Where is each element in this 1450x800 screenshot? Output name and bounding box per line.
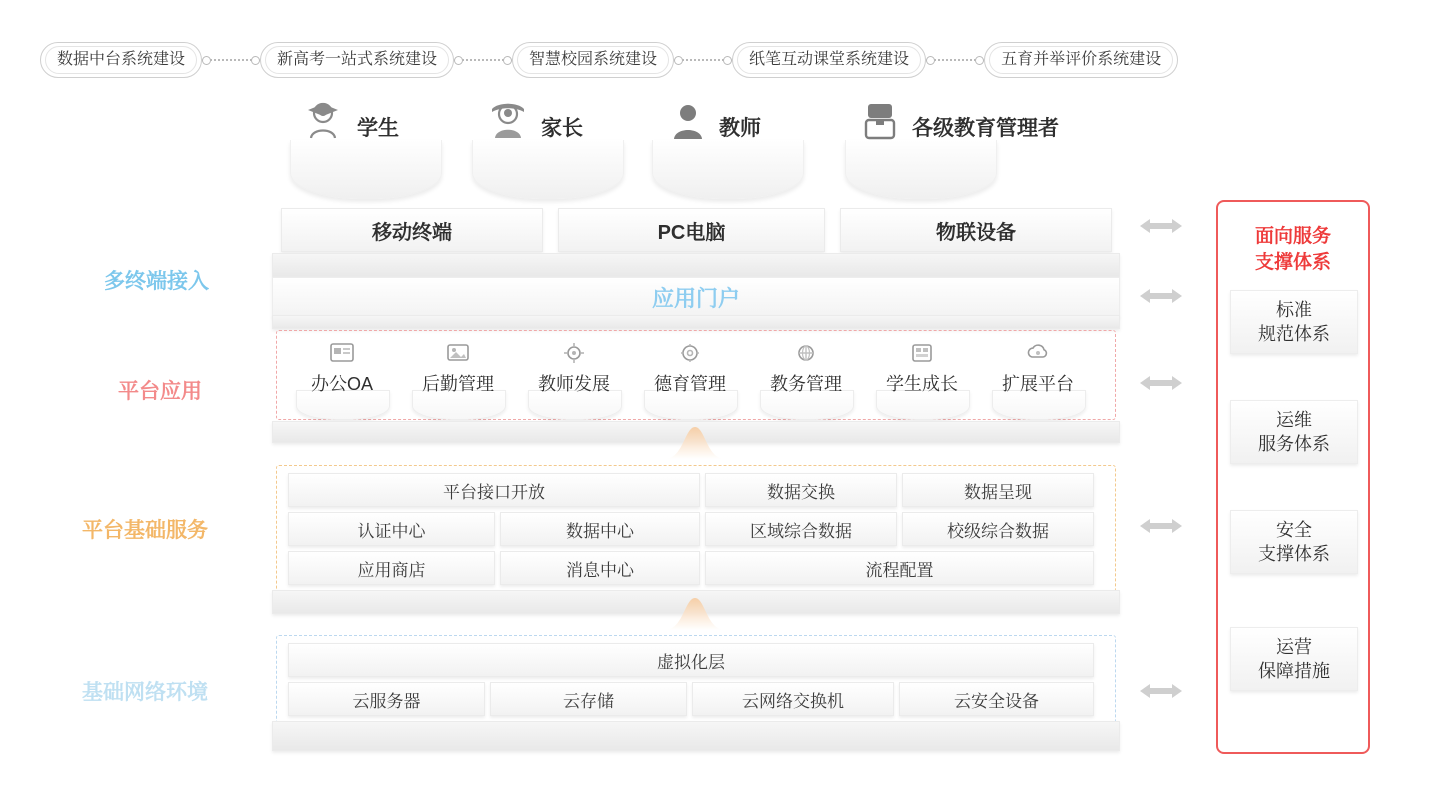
chain-pill-label[interactable]: 纸笔互动课堂系统建设 [732,42,926,78]
student-growth-icon [876,338,968,368]
terminal-tile-pc[interactable] [558,208,825,252]
app-item-academic-affairs[interactable] [760,338,852,396]
app-item-logistics[interactable] [412,338,504,396]
chain-pill-label[interactable]: 新高考一站式系统建设 [260,42,454,78]
base-service-label: 数据中心 [566,521,634,541]
network-label: 云安全设备 [954,691,1039,711]
base-service-app-store[interactable] [288,551,495,585]
terminal-layer-base [272,253,1120,277]
support-item-line2: 支撑体系 [1258,544,1330,564]
base-service-label: 流程配置 [865,560,934,580]
persona-label-student: 学生 [357,117,399,140]
logistics-icon [412,338,504,368]
service-support-title-line1: 面向服务 [1254,226,1331,247]
layer-label-network-environment: 基础网络环境 [82,681,208,704]
base-service-school-data[interactable] [902,512,1094,546]
base-service-label: 平台接口开放 [443,482,545,502]
persona-label-administrator: 各级教育管理者 [912,117,1059,140]
layer-label-platform-apps: 平台应用 [118,380,202,403]
chain-connector [674,54,732,66]
parent-icon [488,100,528,142]
connector-dotted-line [462,59,504,61]
connector-dot-right [975,56,984,65]
office-oa-icon [296,338,388,368]
support-item-line2: 服务体系 [1258,434,1330,454]
service-support-panel [1216,200,1370,754]
support-item-security[interactable] [1230,510,1358,574]
chain-pill-label[interactable]: 智慧校园系统建设 [512,42,674,78]
app-label: 扩展平台 [1002,374,1074,394]
chain-connector [926,54,984,66]
terminal-label: PC电脑 [657,221,726,244]
support-item-line2: 保障措施 [1258,661,1330,681]
layer-label-platform-base-services: 平台基础服务 [82,519,208,542]
app-label: 办公OA [310,374,373,394]
moral-education-icon [644,338,736,368]
base-service-data-exchange[interactable] [705,473,897,507]
network-label: 云网络交换机 [742,691,844,711]
chain-node-2[interactable] [512,42,674,78]
support-item-line1: 运维 [1276,410,1312,430]
terminal-label: 移动终端 [372,221,452,244]
chain-node-4[interactable] [984,42,1178,78]
app-label: 教师发展 [538,374,610,394]
app-item-extension-platform[interactable] [992,338,1084,396]
arrow-apps-to-support [1128,372,1194,394]
terminal-tile-iot[interactable] [840,208,1112,252]
teacher-development-icon [528,338,620,368]
support-item-line1: 运营 [1276,637,1312,657]
connector-dotted-line [682,59,724,61]
persona-block-administrator [845,140,997,199]
persona-block-student [290,140,442,199]
flow-funnel-upper [665,425,725,459]
base-service-label: 区域综合数据 [750,521,852,541]
base-service-label: 消息中心 [566,560,634,580]
arrow-portal-to-support [1128,285,1194,307]
flow-funnel-lower [665,596,725,630]
network-base [272,721,1120,751]
base-service-label: 数据交换 [767,482,835,502]
chain-connector [202,54,260,66]
base-service-process-config[interactable] [705,551,1094,585]
chain-connector [454,54,512,66]
terminal-label: 物联设备 [936,221,1016,244]
arrow-network-to-support [1128,680,1194,702]
portal-bar[interactable] [272,277,1120,317]
base-service-label: 应用商店 [357,560,426,580]
support-item-standard[interactable] [1230,290,1358,354]
network-label: 虚拟化层 [657,652,725,672]
persona-block-teacher [652,140,804,199]
app-label: 学生成长 [886,374,958,394]
connector-dotted-line [210,59,252,61]
connector-dot-right [251,56,260,65]
app-item-moral-education[interactable] [644,338,736,396]
support-item-line1: 标准 [1276,300,1312,320]
network-virtualization-layer[interactable] [288,643,1094,677]
connector-dotted-line [934,59,976,61]
app-item-office-oa[interactable] [296,338,388,396]
student-icon [303,100,343,142]
support-item-line2: 规范体系 [1258,324,1330,344]
base-service-api-open[interactable] [288,473,700,507]
network-cloud-security[interactable] [899,682,1094,716]
network-cloud-switch[interactable] [692,682,894,716]
portal-base [272,315,1120,329]
chain-node-1[interactable] [260,42,454,78]
app-label: 教务管理 [770,374,842,394]
network-cloud-storage[interactable] [490,682,687,716]
base-service-data-presentation[interactable] [902,473,1094,507]
base-service-label: 认证中心 [357,521,426,541]
network-label: 云存储 [563,691,614,711]
base-service-data-center[interactable] [500,512,700,546]
network-cloud-server[interactable] [288,682,485,716]
chain-node-0[interactable] [40,42,202,78]
arrow-terminal-to-support [1128,215,1194,237]
academic-affairs-icon [760,338,852,368]
app-label: 德育管理 [654,374,726,394]
connector-dot-right [723,56,732,65]
persona-label-teacher: 教师 [719,117,761,140]
service-support-title-line2: 支撑体系 [1254,252,1331,273]
persona-block-parent [472,140,624,199]
support-item-line1: 安全 [1276,520,1312,540]
administrator-icon [860,100,900,142]
portal-label: 应用门户 [651,285,740,311]
app-item-student-growth[interactable] [876,338,968,396]
top-chain [40,38,1410,82]
base-service-auth-center[interactable] [288,512,495,546]
extension-platform-icon [992,338,1084,368]
base-service-regional-data[interactable] [705,512,897,546]
connector-dot-right [503,56,512,65]
teacher-icon [668,100,708,142]
base-service-message-center[interactable] [500,551,700,585]
chain-node-3[interactable] [732,42,926,78]
base-service-label: 数据呈现 [964,482,1032,502]
terminal-tile-mobile[interactable] [281,208,543,252]
persona-label-parent: 家长 [541,117,583,140]
support-item-operation-guarantee[interactable] [1230,627,1358,691]
app-item-teacher-development[interactable] [528,338,620,396]
network-label: 云服务器 [352,691,421,711]
base-service-label: 校级综合数据 [947,521,1049,541]
chain-pill-label[interactable]: 五育并举评价系统建设 [984,42,1178,78]
service-support-title [1218,224,1368,276]
layer-label-terminal-access: 多终端接入 [104,270,209,293]
app-label: 后勤管理 [422,374,494,394]
arrow-base-services-to-support [1128,515,1194,537]
support-item-operations[interactable] [1230,400,1358,464]
chain-pill-label[interactable]: 数据中台系统建设 [40,42,202,78]
